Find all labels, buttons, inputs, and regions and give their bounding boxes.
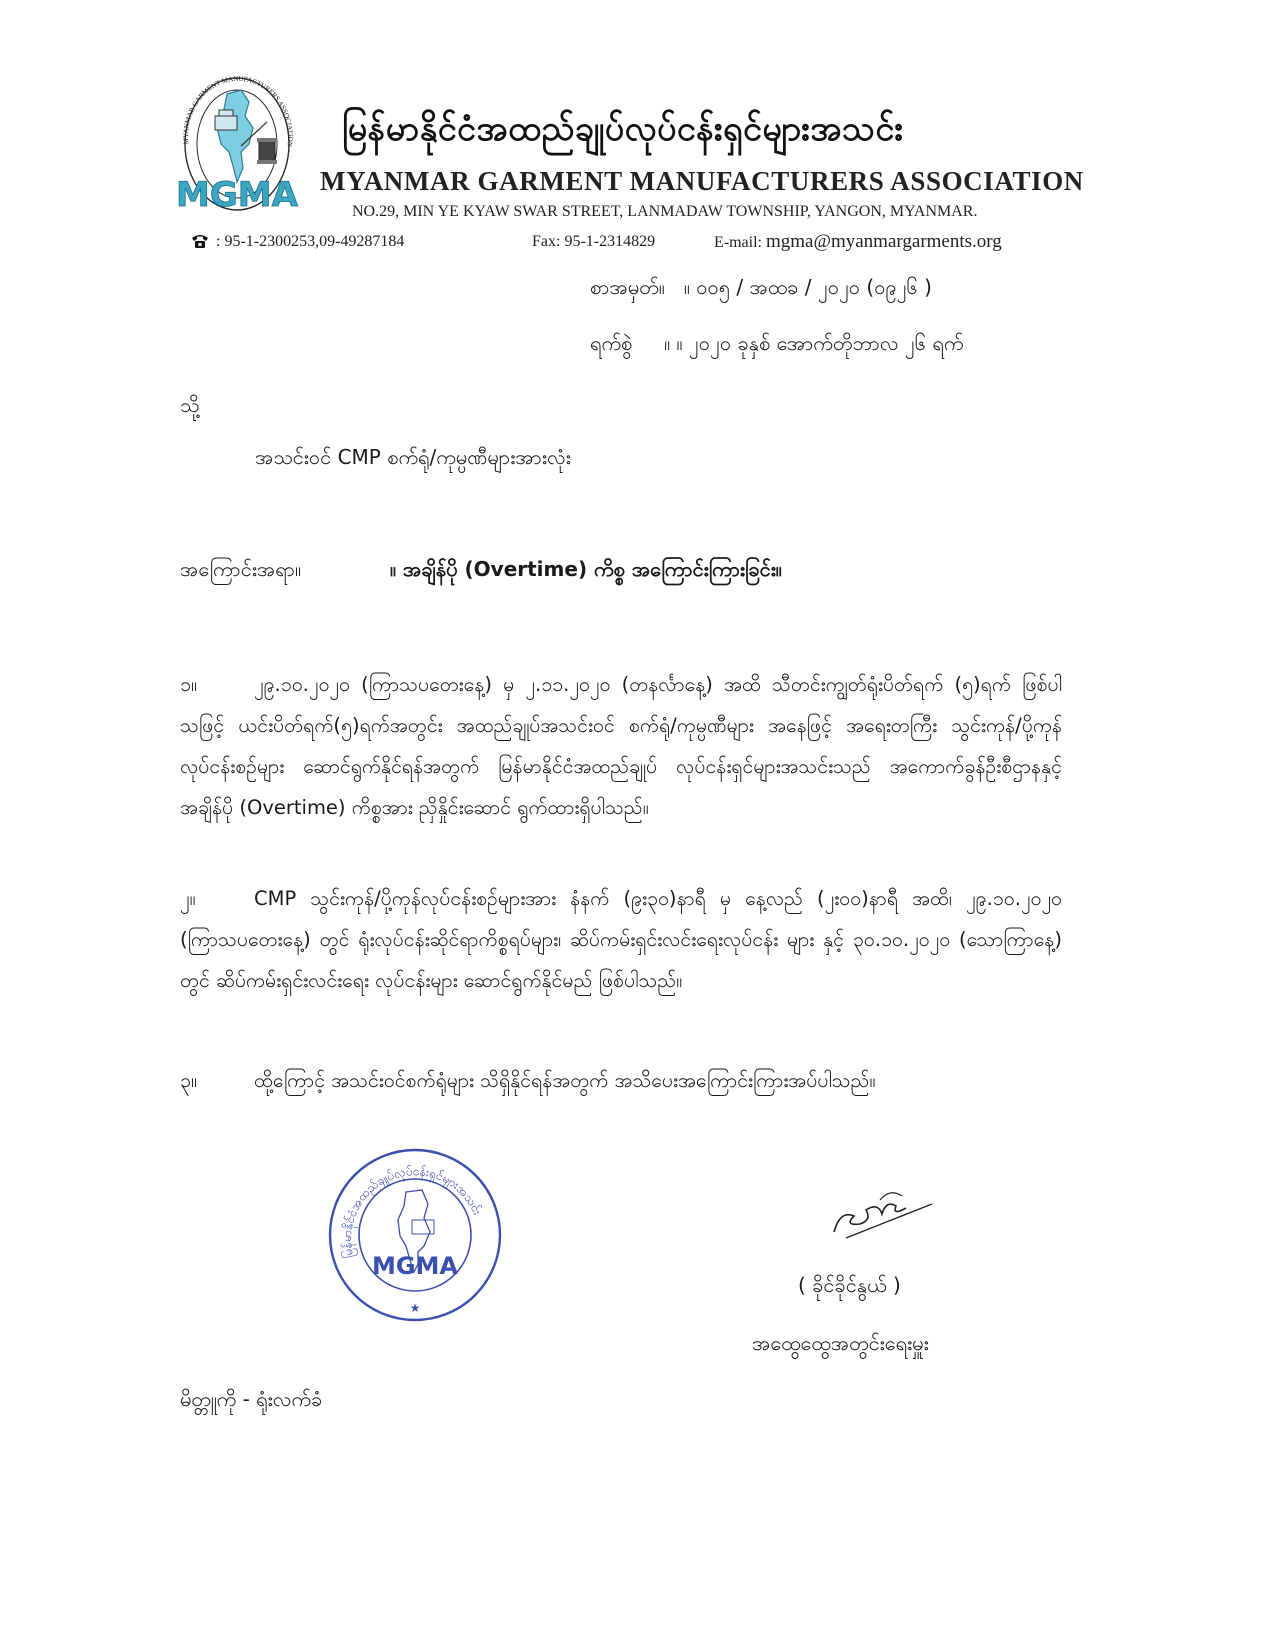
seal-star: ★	[409, 1301, 421, 1315]
contact-row	[190, 233, 1090, 257]
paragraph-number: ၂။	[180, 887, 196, 910]
subject-line	[180, 556, 782, 586]
letter-date	[590, 330, 963, 360]
paragraph-1	[180, 664, 1062, 828]
telephone-icon	[190, 233, 210, 249]
logo-ring-text: MYANMAR GARMENT MANUFACTURERS ASSOCIATION	[181, 74, 295, 148]
reference-label: စာအမှတ်။	[590, 275, 665, 299]
reference-value: ။ ၀၀၅ / အထခ / ၂၀၂၀ (၀၉၂၆ )	[683, 275, 932, 299]
paragraph-number: ၃။	[180, 1069, 197, 1092]
paragraph-number: ၁။	[180, 673, 197, 696]
seal-center-text: MGMA	[371, 1252, 459, 1280]
signature	[820, 1180, 940, 1250]
to-label: သို့	[180, 393, 200, 417]
signer-name: ( ခိုင်ခိုင်နွယ် )	[798, 1273, 901, 1297]
logo-text: MGMA	[176, 175, 298, 215]
paragraph-text: CMP သွင်းကုန်/ပို့ကုန်လုပ်ငန်းစဥ်များအား နံနက် (၉း၃၀)နာရီ မှ နေ့လည် (၂း၀၀)နာရီ အထိ၊ ၂၉.၁၀.၂၀၂၀ (ကြာသပတေးနေ့) တွင် ရုံးလုပ်ငန်းဆိုင်ရာကိစ္စရပ်များ၊ ဆိပ်ကမ်းရှင်းလင်းရေးလုပ်ငန်း များ နှင့် ၃၀.၁၀.၂၀၂၀ (သောကြာနေ့) တွင် ဆိပ်ကမ်းရှင်းလင်းရေး လုပ်ငန်းများ ဆောင်ရွက်နိုင်မည် ဖြစ်ပါသည်။	[180, 887, 1062, 992]
association-title-myanmar: မြန်မာနိုင်ငံအထည်ချုပ်လုပ်ငန်းရှင်များအသင်း	[342, 109, 904, 149]
paragraph-3	[180, 1060, 1062, 1101]
subject-label: အကြောင်းအရာ။	[180, 557, 302, 581]
recipient: အသင်း၀င် CMP စက်ရုံ/ကုမ္ပဏီများအားလုံး	[255, 445, 571, 469]
fax-number: Fax: 95-1-2314829	[532, 233, 656, 250]
seal-ring-text: မြန်မာနိုင်ငံအထည်ချုပ်လုပ်ငန်းရှင်များအသင်း	[339, 1164, 485, 1260]
date-value: ။ ။ ၂၀၂၀ ခုနှစ် အောက်တိုဘာလ ၂၆ ရက်	[664, 331, 964, 355]
paragraph-text: ၂၉.၁၀.၂၀၂၀ (ကြာသပတေးနေ့) မှ ၂.၁၁.၂၀၂၀ (တနင်္လာနေ့) အထိ သီတင်းကျွတ်ရုံးပိတ်ရက် (၅)ရက် ဖြစ်ပါသဖြင့် ယင်းပိတ်ရက်(၅)ရက်အတွင်း အထည်ချုပ်အသင်း၀င် စက်ရုံ/ကုမ္ပဏီများ အနေဖြင့် အရေးတကြီး သွင်းကုန်/ပို့ကုန် လုပ်ငန်းစဥ်များ ဆောင်ရွက်နိုင်ရန်အတွက် မြန်မာနိုင်ငံအထည်ချုပ် လုပ်ငန်းရှင်များအသင်းသည် အကောက်ခွန်ဦးစီဌာနနှင့် အချိန်ပို (Overtime) ကိစ္စအား ညှိနှိုင်းဆောင် ရွက်ထားရှိပါသည်။	[180, 673, 1062, 819]
paragraph-text: ထို့ကြောင့် အသင်း၀င်စက်ရုံများ သိရှိနိုင်ရန်အတွက် အသိပေးအကြောင်းကြားအပ်ပါသည်။	[254, 1069, 876, 1092]
association-address: NO.29, MIN YE KYAW SWAR STREET, LANMADAW TOWNSHIP, YANGON, MYANMAR.	[352, 203, 978, 220]
email-label: E-mail:	[714, 234, 766, 251]
email-info	[714, 231, 1002, 253]
signer-title: အထွေထွေအတွင်းရေးမှူး	[752, 1331, 929, 1355]
reference-number	[590, 274, 932, 304]
association-title-english: MYANMAR GARMENT MANUFACTURERS ASSOCIATION	[320, 166, 1084, 196]
paragraph-2	[180, 878, 1062, 1001]
subject-value: ။ အချိန်ပို (Overtime) ကိစ္စ အကြောင်းကြားခြင်း။	[390, 557, 782, 581]
mgma-logo	[175, 56, 299, 216]
official-seal	[326, 1146, 504, 1324]
carbon-copy: မိတ္တူကို - ရုံးလက်ခံ	[180, 1387, 323, 1411]
phone-info	[190, 233, 404, 251]
email-address[interactable]: mgma@myanmargarments.org	[765, 231, 1002, 252]
svg-text:မြန်မာနိုင်ငံအထည်ချုပ်လုပ်ငန်း	[339, 1163, 486, 1260]
date-label: ရက်စွဲ	[590, 331, 633, 355]
phone-number: : 95-1-2300253,09-49287184	[216, 233, 405, 250]
